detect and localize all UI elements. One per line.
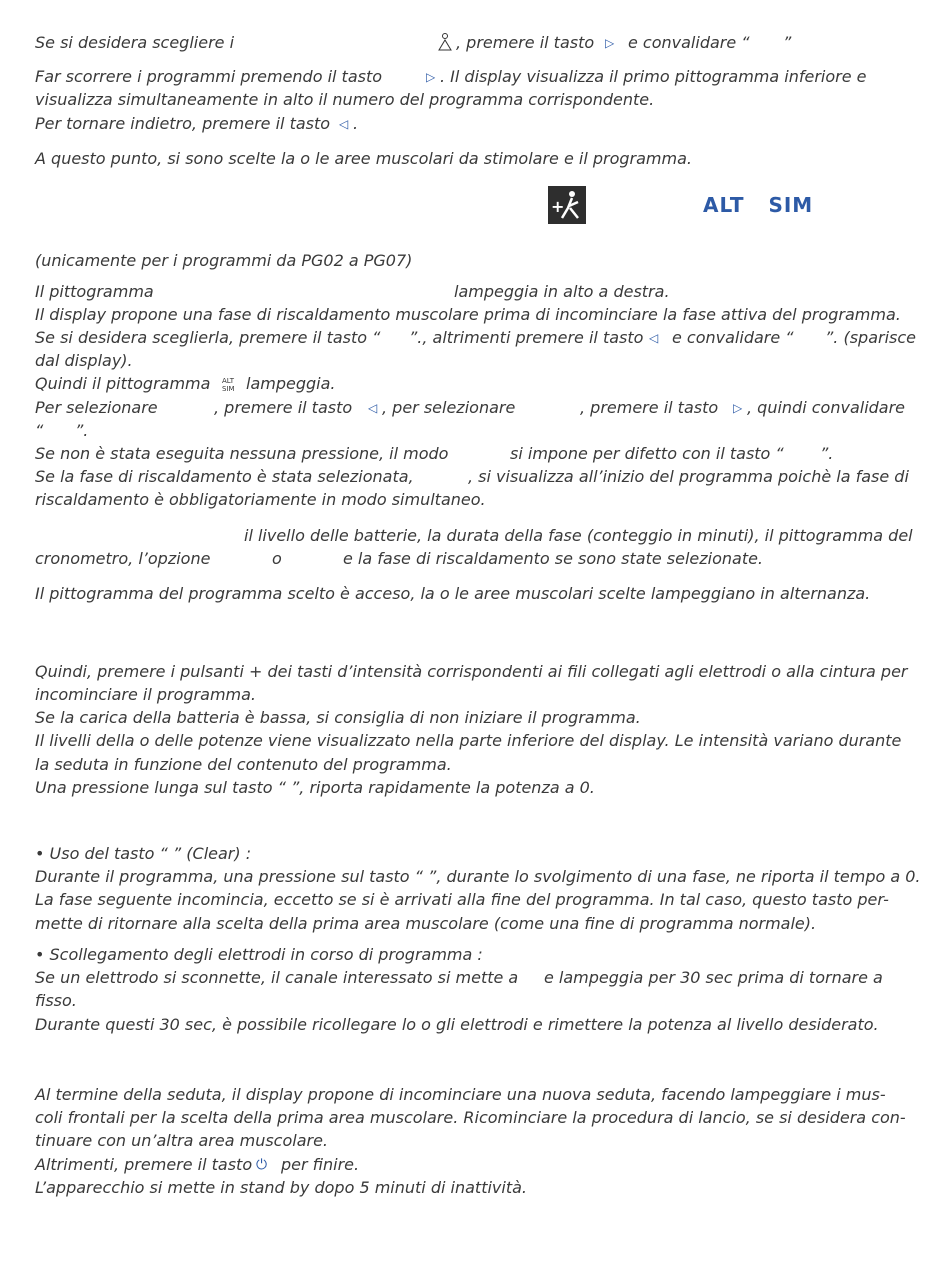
- back-icon: ◁: [339, 117, 349, 131]
- text-segment: si impone per difetto con il tasto “: [510, 444, 784, 463]
- back-icon: ◁: [368, 401, 378, 415]
- text-line: Il livelli della o delle potenze viene visualizzato nella parte inferiore del display. Le intensità variano durante: [35, 731, 902, 750]
- text-segment: ”. (sparisce: [825, 328, 916, 347]
- text-segment: e convalidare “: [628, 33, 750, 52]
- alt-sim-label: ALT SIM: [703, 193, 814, 217]
- play-icon: ▷: [605, 36, 615, 50]
- text-line: [35, 1154, 915, 1176]
- text-line: [35, 113, 915, 135]
- text-segment: , quindi convalidare: [747, 398, 906, 417]
- text-segment: Il pittogramma: [35, 282, 154, 301]
- text-line: • Uso del tasto “ ” (Clear) :: [35, 844, 252, 863]
- text-line: la seduta in funzione del contenuto del programma.: [35, 755, 452, 774]
- alt-sim-mini-icon: ALT SIM: [222, 377, 235, 393]
- text-line: L’apparecchio si mette in stand by dopo 5 minuti di inattività.: [35, 1178, 527, 1197]
- text-line: coli frontali per la scelta della prima area muscolare. Ricominciare la procedura di lancio, se si desidera con-: [35, 1108, 906, 1127]
- text-line: Una pressione lunga sul tasto “ ”, riporta rapidamente la potenza a 0.: [35, 778, 595, 797]
- text-segment: Per tornare indietro, premere il tasto: [35, 114, 331, 133]
- text-segment: Per selezionare: [35, 398, 158, 417]
- text-segment: ”: [783, 33, 792, 52]
- text-line: [35, 466, 915, 488]
- text-line: [35, 525, 915, 547]
- text-line: visualizza simultaneamente in alto il numero del programma corrispondente.: [35, 90, 655, 109]
- text-line: [35, 66, 915, 88]
- text-segment: ”.: [75, 421, 89, 440]
- text-line: Durante questi 30 sec, è possibile ricollegare lo o gli elettrodi e rimettere la potenza al livello desiderato.: [35, 1015, 879, 1034]
- text-segment: , premere il tasto: [580, 398, 719, 417]
- text-line: Il pittogramma del programma scelto è acceso, la o le aree muscolari scelte lampeggiano in alternanza.: [35, 584, 871, 603]
- text-segment: , premere il tasto: [456, 33, 595, 52]
- text-segment: Far scorrere i programmi premendo il tasto: [35, 67, 383, 86]
- text-segment: o: [272, 549, 282, 568]
- text-segment: lampeggia.: [246, 374, 336, 393]
- text-segment: e lampeggia per 30 sec prima di tornare a: [544, 968, 883, 987]
- text-line: fisso.: [35, 991, 77, 1010]
- text-segment: e la fase di riscaldamento se sono state selezionate.: [343, 549, 764, 568]
- heat-program-icon: [548, 186, 586, 224]
- text-line: Quindi, premere i pulsanti + dei tasti d’intensità corrispondenti ai fili collegati agli elettrodi o alla cintura per: [35, 662, 908, 681]
- text-line: [35, 548, 915, 570]
- text-segment: Se non è stata eseguita nessuna pressione, il modo: [35, 444, 449, 463]
- text-line: tinuare con un’altra area muscolare.: [35, 1131, 329, 1150]
- text-segment: Se un elettrodo si sconnette, il canale interessato si mette a: [35, 968, 519, 987]
- text-segment: Altrimenti, premere il tasto: [35, 1155, 253, 1174]
- text-line: Durante il programma, una pressione sul tasto “ ”, durante lo svolgimento di una fase, ne riporta il tempo a 0.: [35, 867, 921, 886]
- text-line: [35, 32, 915, 54]
- power-icon: ⏻: [256, 1157, 268, 1173]
- play-icon: ▷: [426, 70, 436, 84]
- text-line: [35, 443, 915, 465]
- text-line: • Scollegamento degli elettrodi in corso di programma :: [35, 945, 483, 964]
- figure-icon: [435, 32, 455, 58]
- text-line: A questo punto, si sono scelte la o le aree muscolari da stimolare e il programma.: [35, 149, 692, 168]
- text-line: [35, 281, 915, 303]
- text-segment: il livello delle batterie, la durata della fase (conteggio in minuti), il pittogramma del: [244, 526, 913, 545]
- back-icon: ◁: [649, 331, 659, 345]
- text-line: dal display).: [35, 351, 133, 370]
- text-segment: Se si desidera scegliere i: [35, 33, 235, 52]
- text-line: [35, 327, 915, 349]
- svg-text:+: +: [551, 197, 565, 216]
- text-line: Il display propone una fase di riscaldamento muscolare prima di incominciare la fase attiva del programma.: [35, 305, 901, 324]
- text-segment: Se si desidera sceglierla, premere il tasto “: [35, 328, 381, 347]
- text-line: mette di ritornare alla scelta della prima area muscolare (come una fine di programma normale).: [35, 914, 817, 933]
- text-segment: “: [35, 421, 44, 440]
- text-segment: lampeggia in alto a destra.: [454, 282, 670, 301]
- text-segment: , si visualizza all’inizio del programma poichè la fase di: [468, 467, 909, 486]
- text-segment: , premere il tasto: [214, 398, 353, 417]
- text-segment: , per selezionare: [382, 398, 516, 417]
- text-line: [35, 397, 915, 419]
- text-line: incominciare il programma.: [35, 685, 256, 704]
- text-line: [35, 373, 915, 395]
- text-line: (unicamente per i programmi da PG02 a PG07): [35, 251, 413, 270]
- text-segment: . Il display visualizza il primo pittogramma inferiore e: [440, 67, 867, 86]
- text-line: La fase seguente incomincia, eccetto se si è arrivati alla fine del programma. In tal caso, questo tasto per-: [35, 890, 889, 909]
- text-segment: ”.: [820, 444, 834, 463]
- text-line: [35, 420, 915, 442]
- text-segment: per finire.: [281, 1155, 360, 1174]
- text-segment: cronometro, l’opzione: [35, 549, 211, 568]
- text-line: Al termine della seduta, il display propone di incominciare una nuova seduta, facendo lampeggiare i mus-: [35, 1085, 886, 1104]
- play-icon: ▷: [733, 401, 743, 415]
- text-line: [35, 967, 915, 989]
- text-line: riscaldamento è obbligatoriamente in modo simultaneo.: [35, 490, 486, 509]
- text-line: Se la carica della batteria è bassa, si consiglia di non iniziare il programma.: [35, 708, 641, 727]
- text-segment: .: [353, 114, 359, 133]
- text-segment: Quindi il pittogramma: [35, 374, 211, 393]
- text-segment: ”., altrimenti premere il tasto: [409, 328, 644, 347]
- text-segment: Se la fase di riscaldamento è stata selezionata,: [35, 467, 414, 486]
- text-segment: e convalidare “: [672, 328, 794, 347]
